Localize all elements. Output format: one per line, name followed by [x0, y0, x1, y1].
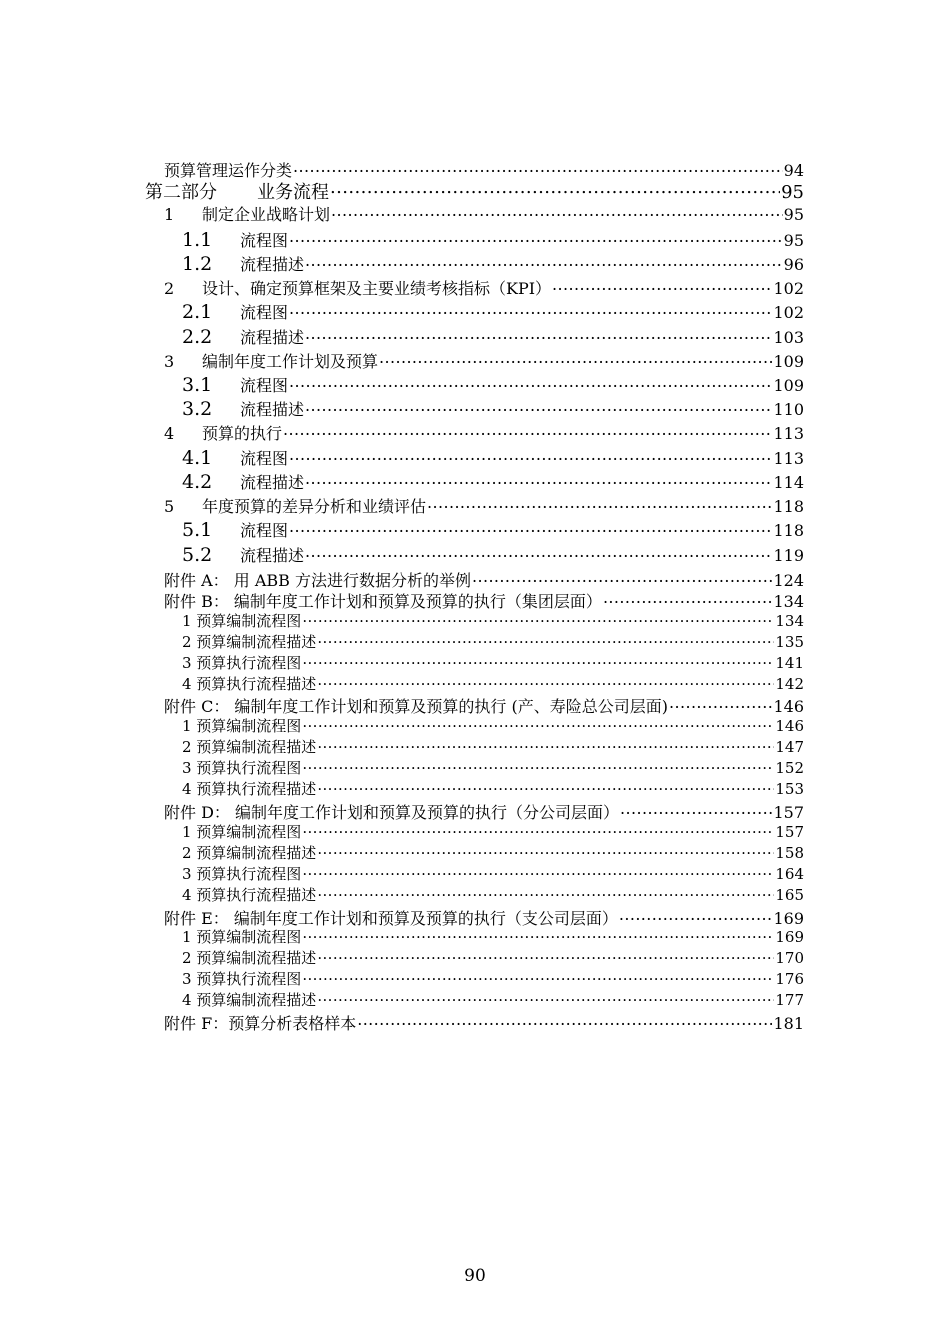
toc-entry-page: 94 — [783, 161, 804, 180]
toc-leader-dots — [302, 611, 774, 626]
toc-entry-page: 177 — [775, 991, 804, 1009]
toc-entry-page: 113 — [773, 424, 804, 443]
toc-leader-dots — [331, 204, 783, 220]
toc-leader-dots — [427, 496, 772, 512]
toc-entry[interactable] — [164, 494, 804, 517]
toc-entry[interactable] — [182, 373, 804, 396]
toc-leader-dots — [289, 302, 772, 318]
toc-entry-page: 158 — [775, 844, 804, 862]
toc-leader-dots — [283, 423, 772, 439]
toc-entry-page: 109 — [773, 376, 804, 395]
toc-entry[interactable] — [164, 589, 804, 612]
toc-entry[interactable] — [164, 421, 804, 444]
toc-leader-dots — [305, 327, 772, 343]
toc-entry-page: 134 — [773, 592, 804, 611]
toc-entry-number: 1.2 — [182, 253, 213, 275]
toc-entry-number: 3.1 — [182, 374, 213, 396]
toc-entry-title: 流程描述 — [240, 473, 305, 492]
toc-entry-page: 152 — [775, 759, 804, 777]
toc-entry-number: 2.1 — [182, 301, 213, 323]
toc-entry-page: 113 — [773, 449, 804, 468]
toc-entry-number: 第二部分 — [145, 182, 217, 203]
toc-entry-number: 2 — [164, 279, 175, 298]
toc-entry[interactable] — [182, 736, 804, 757]
toc-entry-page: 95 — [781, 182, 804, 203]
toc-leader-dots — [302, 969, 774, 984]
toc-leader-dots — [305, 545, 772, 561]
toc-entry[interactable] — [182, 252, 804, 275]
toc-leader-dots — [669, 696, 772, 712]
toc-entry-page: 153 — [775, 780, 804, 798]
toc-entry-title: 2 预算编制流程描述 — [182, 949, 317, 967]
toc-entry[interactable] — [182, 715, 804, 736]
toc-leader-dots — [302, 864, 774, 879]
toc-leader-dots — [302, 716, 774, 731]
toc-entry-number: 4 — [164, 424, 175, 443]
toc-entry[interactable] — [182, 673, 804, 694]
toc-entry-title: 流程图 — [240, 303, 289, 322]
toc-entry[interactable] — [145, 178, 804, 204]
toc-entry-title: 附件 E： 编制年度工作计划和预算及预算的执行（支公司层面） — [164, 909, 618, 928]
toc-entry-page: 102 — [773, 279, 804, 298]
toc-entry-title: 业务流程 — [257, 182, 329, 203]
toc-entry-page: 169 — [775, 928, 804, 946]
toc-entry[interactable] — [182, 821, 804, 842]
toc-entry[interactable] — [164, 202, 804, 225]
toc-entry-number: 5 — [164, 497, 175, 516]
toc-entry-number: 4.1 — [182, 447, 213, 469]
toc-entry-title: 编制年度工作计划及预算 — [202, 352, 379, 371]
toc-entry-title: 2 预算编制流程描述 — [182, 738, 317, 756]
toc-entry-title: 2 预算编制流程描述 — [182, 633, 317, 651]
toc-entry-page: 109 — [773, 352, 804, 371]
toc-entry[interactable] — [182, 470, 804, 493]
toc-entry-page: 124 — [773, 571, 804, 590]
toc-entry[interactable] — [182, 610, 804, 631]
toc-entry-page: 118 — [773, 521, 804, 540]
toc-entry[interactable] — [164, 800, 804, 823]
toc-entry-page: 165 — [775, 886, 804, 904]
toc-entry-title: 附件 A： 用 ABB 方法进行数据分析的举例 — [164, 571, 471, 590]
toc-leader-dots — [317, 885, 774, 900]
toc-entry-title: 流程图 — [240, 449, 289, 468]
toc-entry[interactable] — [182, 397, 804, 420]
toc-entry[interactable] — [182, 325, 804, 348]
toc-entry-page: 95 — [783, 205, 804, 224]
toc-entry-page: 102 — [773, 303, 804, 322]
toc-leader-dots — [317, 674, 774, 689]
toc-entry-number: 1 — [164, 205, 175, 224]
toc-entry-title: 流程图 — [240, 376, 289, 395]
toc-entry-title: 预算管理运作分类 — [164, 161, 293, 180]
toc-entry-title: 4 预算执行流程描述 — [182, 675, 317, 693]
toc-entry-title: 设计、确定预算框架及主要业绩考核指标（KPI） — [202, 279, 552, 298]
toc-entry-page: 142 — [775, 675, 804, 693]
toc-entry[interactable] — [182, 518, 804, 541]
toc-entry-page: 141 — [775, 654, 804, 672]
toc-leader-dots — [317, 843, 774, 858]
toc-entry[interactable] — [182, 652, 804, 673]
toc-entry[interactable] — [182, 947, 804, 968]
toc-entry-page: 96 — [783, 255, 804, 274]
toc-entry-page: 119 — [773, 546, 804, 565]
toc-leader-dots — [289, 230, 783, 246]
toc-entry-number: 5.1 — [182, 519, 213, 541]
toc-leader-dots — [472, 570, 772, 586]
toc-entry-page: 147 — [775, 738, 804, 756]
toc-entry-page: 170 — [775, 949, 804, 967]
toc-leader-dots — [620, 802, 772, 818]
toc-entry-number: 2.2 — [182, 326, 213, 348]
toc-entry-title: 流程描述 — [240, 546, 305, 565]
toc-entry[interactable] — [182, 968, 804, 989]
toc-entry-number: 1.1 — [182, 229, 213, 251]
toc-entry-title: 预算的执行 — [202, 424, 283, 443]
toc-entry-page: 110 — [773, 400, 804, 419]
toc-entry[interactable] — [182, 757, 804, 778]
toc-entry-title: 制定企业战略计划 — [202, 205, 331, 224]
toc-entry-title: 附件 D： 编制年度工作计划和预算及预算的执行（分公司层面） — [164, 803, 620, 822]
toc-leader-dots — [379, 351, 772, 367]
toc-entry-page: 181 — [773, 1014, 804, 1033]
toc-entry-number: 3 — [164, 352, 175, 371]
toc-leader-dots — [289, 375, 772, 391]
toc-entry[interactable] — [182, 446, 804, 469]
toc-entry-title: 附件 F：预算分析表格样本 — [164, 1014, 357, 1033]
toc-entry-title: 1 预算编制流程图 — [182, 928, 302, 946]
toc-leader-dots — [305, 472, 772, 488]
toc-entry[interactable] — [164, 568, 804, 591]
toc-leader-dots — [302, 653, 774, 668]
toc-entry-page: 118 — [773, 497, 804, 516]
toc-entry[interactable] — [182, 778, 804, 799]
toc-entry-page: 157 — [775, 823, 804, 841]
toc-entry[interactable] — [164, 276, 804, 299]
toc-entry-title: 3 预算执行流程图 — [182, 759, 302, 777]
toc-leader-dots — [317, 737, 774, 752]
toc-entry-page: 169 — [773, 909, 804, 928]
toc-leader-dots — [552, 278, 772, 294]
toc-entry-title: 流程描述 — [240, 400, 305, 419]
toc-entry[interactable] — [182, 842, 804, 863]
toc-leader-dots — [289, 448, 772, 464]
toc-entry-page: 157 — [773, 803, 804, 822]
toc-entry[interactable] — [182, 543, 804, 566]
toc-entry[interactable] — [182, 989, 804, 1010]
toc-entry-title: 附件 B： 编制年度工作计划和预算及预算的执行（集团层面） — [164, 592, 602, 611]
toc-leader-dots — [293, 160, 783, 176]
toc-leader-dots — [305, 399, 772, 415]
toc-entry-page: 146 — [775, 717, 804, 735]
toc-leader-dots — [302, 822, 774, 837]
toc-entry[interactable] — [182, 631, 804, 652]
toc-entry[interactable] — [182, 884, 804, 905]
toc-entry-title: 3 预算执行流程图 — [182, 970, 302, 988]
toc-entry-title: 1 预算编制流程图 — [182, 612, 302, 630]
toc-leader-dots — [317, 948, 774, 963]
toc-entry-title: 3 预算执行流程图 — [182, 865, 302, 883]
toc-entry-title: 附件 C： 编制年度工作计划和预算及预算的执行 (产、寿险总公司层面) — [164, 697, 668, 716]
toc-entry-page: 134 — [775, 612, 804, 630]
toc-entry-page: 114 — [773, 473, 804, 492]
toc-leader-dots — [619, 908, 773, 924]
toc-entry-title: 4 预算执行流程描述 — [182, 886, 317, 904]
toc-leader-dots — [289, 520, 772, 536]
toc-leader-dots — [330, 180, 780, 198]
toc-entry[interactable] — [164, 1011, 804, 1034]
toc-leader-dots — [305, 254, 783, 270]
toc-entry-title: 1 预算编制流程图 — [182, 717, 302, 735]
toc-entry[interactable] — [182, 300, 804, 323]
toc-entry-page: 95 — [783, 231, 804, 250]
toc-entry-title: 流程描述 — [240, 328, 305, 347]
toc-entry-title: 流程图 — [240, 231, 289, 250]
toc-entry-title: 2 预算编制流程描述 — [182, 844, 317, 862]
toc-entry-page: 103 — [773, 328, 804, 347]
toc-leader-dots — [357, 1013, 772, 1029]
toc-entry-page: 176 — [775, 970, 804, 988]
toc-entry-page: 146 — [773, 697, 804, 716]
toc-entry-title: 1 预算编制流程图 — [182, 823, 302, 841]
toc-entry-title: 3 预算执行流程图 — [182, 654, 302, 672]
toc-entry-number: 3.2 — [182, 398, 213, 420]
toc-entry-page: 164 — [775, 865, 804, 883]
toc-entry[interactable] — [182, 228, 804, 251]
toc-entry-number: 5.2 — [182, 544, 213, 566]
toc-entry[interactable] — [182, 926, 804, 947]
toc-leader-dots — [317, 779, 774, 794]
toc-entry-title: 流程图 — [240, 521, 289, 540]
toc-entry-title: 4 预算编制流程描述 — [182, 991, 317, 1009]
toc-entry[interactable] — [164, 694, 804, 717]
toc-leader-dots — [302, 927, 774, 942]
toc-leader-dots — [603, 591, 773, 607]
toc-entry-title: 4 预算执行流程描述 — [182, 780, 317, 798]
toc-entry-number: 4.2 — [182, 471, 213, 493]
toc-entry-title: 年度预算的差异分析和业绩评估 — [202, 497, 427, 516]
toc-entry[interactable] — [182, 863, 804, 884]
page-number: 90 — [464, 1266, 486, 1286]
toc-leader-dots — [317, 632, 774, 647]
toc-leader-dots — [317, 990, 774, 1005]
toc-entry-title: 流程描述 — [240, 255, 305, 274]
toc-leader-dots — [302, 758, 774, 773]
toc-entry-page: 135 — [775, 633, 804, 651]
toc-entry[interactable] — [164, 349, 804, 372]
